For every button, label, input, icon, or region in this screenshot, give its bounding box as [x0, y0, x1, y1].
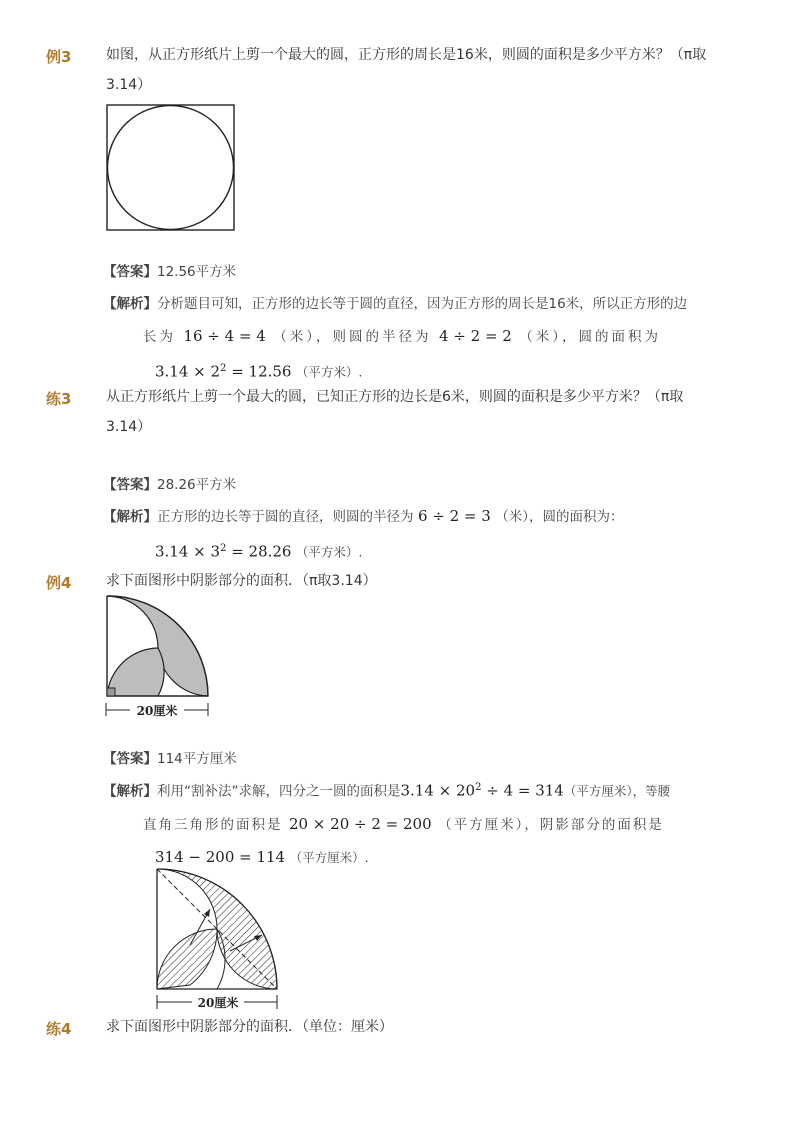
analysis-math: 16 ÷ 4 = 4	[183, 327, 266, 345]
answer-label: 【答案】	[103, 264, 157, 280]
dimension-label: 20厘米	[197, 996, 239, 1010]
hatched-region-lower	[157, 929, 217, 989]
analysis-text: 利用“割补法”求解，四分之一圆的面积是	[157, 783, 401, 800]
practice-3-analysis	[103, 500, 715, 569]
analysis-text: （米），圆的面积为	[519, 329, 662, 345]
answer-value: 28.26平方米	[157, 477, 237, 493]
answer-label: 【答案】	[103, 751, 157, 767]
analysis-text: 正方形的边长等于圆的直径，则圆的半径为	[157, 509, 414, 525]
answer-label: 【答案】	[103, 477, 157, 493]
example-3-question	[106, 40, 716, 100]
right-angle-mark	[107, 688, 115, 696]
analysis-text: 长为	[143, 329, 176, 345]
analysis-unit: （平方厘米）.	[289, 849, 369, 865]
analysis-unit: （平方米）.	[295, 544, 363, 560]
quarter-circle-figure	[100, 592, 216, 720]
analysis-text: （米），则圆的半径为	[273, 329, 432, 345]
practice-4-question: 求下面图形中阴影部分的面积．（单位：厘米）	[106, 1019, 393, 1035]
practice-3-tag: 练3	[46, 390, 72, 408]
arrow-head-1	[204, 909, 210, 917]
example-4-tag: 例4	[46, 574, 72, 592]
analysis-text: （平方厘米），阴影部分的面积是	[438, 816, 664, 833]
square-circle-figure	[106, 104, 236, 232]
analysis-exponent: 2	[475, 782, 482, 793]
dimension-label: 20厘米	[136, 704, 178, 718]
example-4-question: 求下面图形中阴影部分的面积．（π取3.14）	[106, 573, 377, 589]
example-3-analysis	[103, 288, 715, 389]
analysis-math: 3.14 × 2	[155, 362, 221, 381]
analysis-label: 【解析】	[103, 783, 157, 800]
analysis-label: 【解析】	[103, 509, 157, 525]
answer-value: 114平方厘米	[157, 751, 237, 767]
practice-4-tag: 练4	[46, 1020, 72, 1038]
analysis-math: 4 ÷ 2 = 2	[439, 327, 512, 345]
analysis-text: 直角三角形的面积是	[143, 816, 283, 833]
example-4-analysis	[103, 772, 723, 874]
analysis-exponent: 2	[220, 543, 227, 554]
practice-3-question	[106, 382, 716, 442]
question-line-1: 从正方形纸片上剪一个最大的圆，已知正方形的边长是6米，则圆的面积是多少平方米？（π取	[106, 389, 684, 405]
analysis-math: ÷ 4 = 314	[481, 781, 564, 800]
question-line-2: 3.14）	[106, 419, 152, 435]
analysis-text: （平方厘米），等腰	[563, 783, 671, 799]
analysis-text: （米），圆的面积为：	[495, 509, 624, 525]
circle-shape	[108, 106, 234, 230]
analysis-math: = 28.26	[226, 542, 292, 561]
practice-3-answer	[103, 473, 236, 493]
analysis-math: 3.14 × 3	[155, 542, 221, 561]
question-line-2: 3.14）	[106, 77, 152, 93]
analysis-math: 6 ÷ 2 = 3	[417, 507, 491, 525]
analysis-unit: （平方米）.	[295, 364, 363, 380]
answer-value: 12.56平方米	[157, 264, 237, 280]
cut-and-fill-figure	[150, 865, 286, 1013]
analysis-math: = 12.56	[226, 362, 292, 381]
example-3-answer	[103, 260, 236, 280]
example-3-tag: 例3	[46, 48, 72, 66]
question-line-1: 如图，从正方形纸片上剪一个最大的圆，正方形的周长是16米，则圆的面积是多少平方米？（π取	[106, 47, 707, 63]
analysis-math: 314 − 200 = 114	[155, 847, 286, 866]
analysis-exponent: 2	[220, 363, 227, 374]
analysis-label: 【解析】	[103, 296, 157, 312]
analysis-line-1: 分析题目可知，正方形的边长等于圆的直径，因为正方形的周长是16米，所以正方形的边	[157, 296, 688, 312]
example-4-answer	[103, 747, 237, 767]
analysis-math: 3.14 × 20	[400, 781, 476, 800]
analysis-math: 20 × 20 ÷ 2 = 200	[288, 814, 432, 833]
